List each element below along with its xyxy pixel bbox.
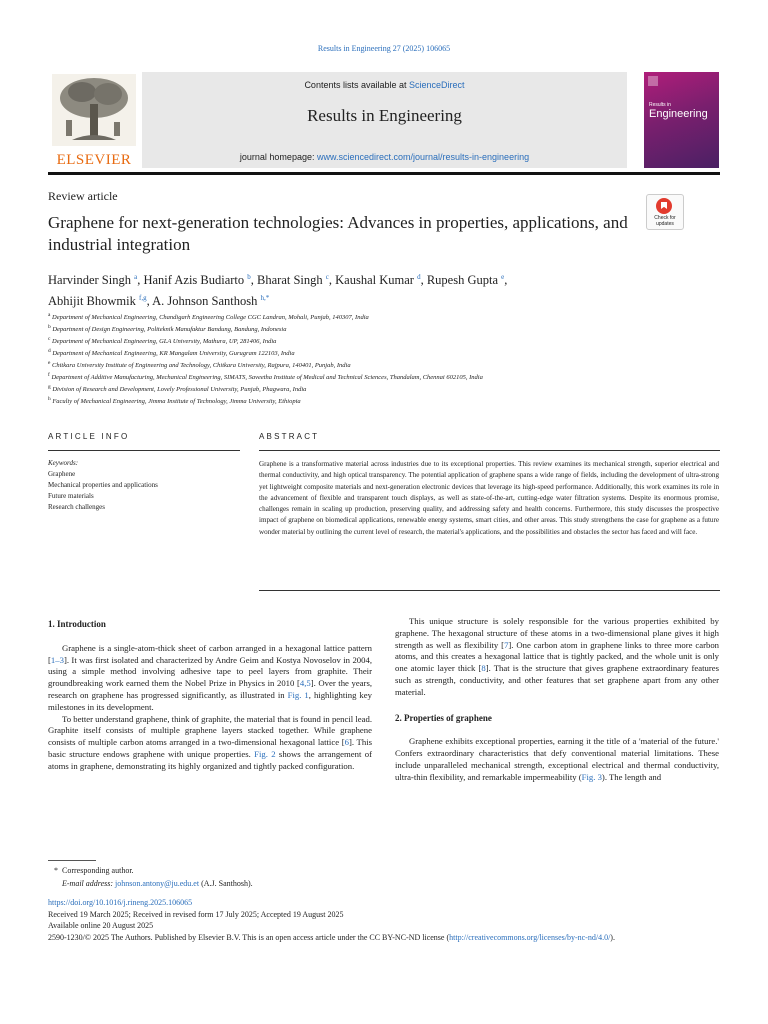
affiliation-list xyxy=(48,311,720,407)
author-name: Rupesh Gupta xyxy=(426,273,498,288)
check-for-updates-button[interactable] xyxy=(646,194,684,230)
journal-cover-image[interactable] xyxy=(644,72,719,168)
journal-title: Results in Engineering xyxy=(307,106,462,125)
affiliation-item xyxy=(48,395,720,407)
affiliation-link[interactable]: a xyxy=(134,273,138,281)
abstract-divider xyxy=(259,450,720,451)
affiliation-item xyxy=(48,347,720,359)
elsevier-logo[interactable] xyxy=(48,72,140,168)
available-online: Available online 20 August 2025 xyxy=(48,921,154,930)
email-owner: (A.J. Santhosh). xyxy=(201,879,253,888)
cover-logo-icon xyxy=(648,76,658,86)
author-name: Hanif Azis Budiarto xyxy=(143,273,245,288)
keyword-item: Research challenges xyxy=(48,503,105,511)
text-run: ]. That is the structure that gives graphene extraordinary features such as strength, conductivity, and other features that set graphene apart from any other material. xyxy=(395,663,719,697)
right-paragraph-1 xyxy=(395,616,719,699)
affiliation-marker: b xyxy=(48,323,51,330)
affiliation-marker: h xyxy=(48,395,51,402)
reference-link[interactable]: 8 xyxy=(481,663,486,674)
author-separator: , xyxy=(146,294,153,309)
author-separator: , xyxy=(420,273,427,288)
affiliation-item xyxy=(48,323,720,335)
corresponding-author-label: Corresponding author. xyxy=(62,866,134,875)
keyword-item: Graphene xyxy=(48,470,76,478)
affiliation-text: Chitkara University Institute of Engineering and Technology, Chitkara University, Rajpura, 140401, Punjab, India xyxy=(52,361,351,369)
affiliation-link[interactable]: f,g xyxy=(138,294,147,303)
email-line xyxy=(62,878,722,890)
keyword-item: Mechanical properties and applications xyxy=(48,481,158,489)
email-link[interactable]: johnson.antony@ju.edu.et xyxy=(115,879,200,888)
affiliation-item xyxy=(48,335,720,347)
affiliation-text: Department of Mechanical Engineering, GLA University, Mathura, UP, 281406, India xyxy=(52,338,277,346)
reference-link[interactable]: 6 xyxy=(344,737,349,748)
keywords-label: Keywords: xyxy=(48,459,79,467)
asterisk-marker: * xyxy=(54,866,58,875)
homepage-label: journal homepage: xyxy=(239,152,315,162)
reference-link[interactable]: 1–3 xyxy=(50,654,64,665)
affiliation-text: Department of Additive Manufacturing, Mechanical Engineering, SIMATS, Saveetha Institute of Medical and Technical Sciences, Thandalam, Chennai 602105, India xyxy=(51,373,483,381)
affiliation-text: Department of Mechanical Engineering, KR Mangalam University, Gurugram 122103, India xyxy=(52,350,295,358)
affiliation-item xyxy=(48,383,720,395)
figure-link[interactable]: Fig. 2 xyxy=(254,748,276,759)
author-name: Bharat Singh xyxy=(257,273,323,288)
homepage-line xyxy=(142,152,627,162)
corresponding-author-note xyxy=(54,865,714,877)
affiliation-marker: g xyxy=(48,383,51,390)
text-run: Graphene exhibits exceptional properties, earning it the title of a 'material of the future.' Confers extraordinary characteristics that defy conventional material limitations. These include unparalleled mechanical strength, exceptional electrical and thermal conductivity, ultra-thin flexibility, and remarkable impermeability ( xyxy=(395,736,719,782)
introduction-heading: 1. Introduction xyxy=(48,619,106,629)
left-column xyxy=(48,619,372,773)
affiliation-text: Department of Design Engineering, Politeknik Manufaktur Bandung, Bandung, Indonesia xyxy=(52,326,287,334)
received-dates: Received 19 March 2025; Received in revised form 17 July 2025; Accepted 19 August 2025 xyxy=(48,909,344,919)
abstract-text: Graphene is a transformative material across industries due to its exceptional properties. This review examines its mechanical strength, superior electrical and thermal conductivity, and high optical transparency. The potential application of graphene spans a wide range of fields, including the development of ultra-strong yet lightweight composite materials and next-generation electronic devices that leverage its high-speed performance. Additionally, this work examines its role in the advancement of flexible and transparent touch displays, as well as state-of-the-art, cutting-edge water filtration systems. Despite its enormous promise, challenges remain in scaling up production, preserving quality, and addressing safety and health concerns. Furthermore, this study discusses the prospective impact of graphene on biomedical applications, renewable energy systems, smart cities, and other areas. This study strengthens the case for graphene as a future wonder material by outlining the current level of research, the material's applications, and the possibilities and obstacles the sector has faced and will face. xyxy=(259,460,719,536)
affiliation-marker: f xyxy=(48,371,50,378)
affiliation-link[interactable]: e xyxy=(501,273,505,281)
license-link[interactable]: http://creativecommons.org/licenses/by-nc-nd/4.0/ xyxy=(449,932,611,942)
text-run: shows the arrangement of atoms in graphene, demonstrating its highly organized and tightly packed configuration. xyxy=(48,748,372,771)
doi-link[interactable]: https://doi.org/10.1016/j.rineng.2025.106065 xyxy=(48,898,193,907)
author-separator: , xyxy=(250,273,258,288)
text-run: ]. This basic structure endows graphene with unique properties. xyxy=(48,737,372,759)
text-run: ). The length and xyxy=(601,771,662,782)
cover-text xyxy=(649,102,708,120)
affiliation-link[interactable]: d xyxy=(417,273,421,281)
affiliation-link[interactable]: b xyxy=(247,273,251,281)
author-name: A. Johnson Santhosh xyxy=(152,294,258,309)
author-separator: , xyxy=(137,273,144,288)
article-info-divider xyxy=(48,450,240,451)
contents-line xyxy=(142,80,627,90)
text-run: ]. Over the years, research on graphene has progressed significantly, as illustrated in xyxy=(48,678,373,700)
figure-link[interactable]: Fig. 1 xyxy=(287,689,309,700)
contents-prefix: Contents lists available at xyxy=(304,80,407,90)
cover-small-text: Results in xyxy=(649,102,671,108)
author-separator: , xyxy=(504,273,508,288)
check-updates-line1: Check for xyxy=(654,215,676,221)
reference-link[interactable]: 7 xyxy=(504,639,509,650)
text-run: Graphene is a single-atom-thick sheet of carbon arranged in a hexagonal lattice pattern [ xyxy=(48,642,372,665)
footnote-divider xyxy=(48,860,96,861)
check-updates-line2: updates xyxy=(656,221,674,227)
affiliation-link[interactable]: c xyxy=(325,273,329,281)
journal-citation[interactable]: Results in Engineering 27 (2025) 106065 xyxy=(317,44,451,53)
bookmark-icon xyxy=(656,198,672,214)
affiliation-marker: d xyxy=(48,347,51,354)
intro-paragraph-1 xyxy=(48,643,372,714)
affiliation-marker: e xyxy=(48,359,51,366)
author-name: Abhijit Bhowmik xyxy=(48,294,136,309)
keywords-block xyxy=(48,458,238,513)
text-run: , highlighting key milestones in its development. xyxy=(48,689,372,712)
publication-info xyxy=(48,897,720,943)
article-type: Review article xyxy=(48,189,118,203)
author-name: Kaushal Kumar xyxy=(335,273,414,288)
header-divider xyxy=(48,172,720,175)
affiliation-text: Division of Research and Development, Lovely Professional University, Punjab, Phagwara, India xyxy=(52,385,307,393)
elsevier-tree-icon xyxy=(52,74,136,146)
affiliation-item xyxy=(48,359,720,371)
sciencedirect-link[interactable]: ScienceDirect xyxy=(409,80,465,90)
affiliation-text: Department of Mechanical Engineering, Chandigarh Engineering College CGC Landran, Mohali, Punjab, 140307, India xyxy=(52,314,369,322)
text-run: This unique structure is solely responsible for the various properties exhibited by graphene. The hexagonal structure of these atoms in a two-dimensional plane gives it high strength as well as flexibility [ xyxy=(395,616,719,650)
author-list xyxy=(48,268,688,310)
email-label: E-mail address: xyxy=(62,879,114,888)
license-text: 2590-1230/© 2025 The Authors. Published by Elsevier B.V. This is an open access article under the CC BY-NC-ND license ( xyxy=(48,932,450,942)
author-name: Harvinder Singh xyxy=(48,273,131,288)
text-run: ]. One carbon atom in graphene links to three more carbon atoms, and this creates a hexagonal lattice that is tightly packed, and the whole unit is only one atomic layer thick [ xyxy=(395,639,720,674)
right-column xyxy=(395,616,719,784)
publisher-wordmark: ELSEVIER xyxy=(56,152,132,168)
text-run: To better understand graphene, think of graphite, the material that is found in pencil lead. Graphite itself consists of multiple graphene layers stacked together. While graphene consists of multiple carbon atoms arranged in a two-dimensional hexagonal lattice [ xyxy=(48,713,372,748)
affiliation-marker: a xyxy=(48,312,51,318)
affiliation-item xyxy=(48,371,720,383)
keyword-item: Future materials xyxy=(48,492,94,500)
abstract-bottom-divider xyxy=(259,590,720,591)
license-text-end: ). xyxy=(610,932,615,942)
reference-link[interactable]: 4,5 xyxy=(299,678,311,689)
affiliation-marker: c xyxy=(48,335,51,342)
article-title: Graphene for next-generation technologies: Advances in properties, applications, and industrial integration xyxy=(48,213,628,254)
abstract-heading: ABSTRACT xyxy=(259,432,320,441)
cover-title-text: Engineering xyxy=(649,108,708,120)
affiliation-item xyxy=(48,311,720,323)
journal-banner xyxy=(142,72,627,168)
text-run: ]. It was first isolated and characterized by Andre Geim and Kostya Novoselov in 2004, using a simple method involving adhesive tape to peel layers from graphite. Their groundbreaking work earned them the Nobel Prize in Physics in 2010 [ xyxy=(48,654,372,689)
figure-link[interactable]: Fig. 3 xyxy=(581,771,602,782)
article-info-heading: ARTICLE INFO xyxy=(48,432,130,441)
author-separator: , xyxy=(328,273,336,288)
affiliation-text: Faculty of Mechanical Engineering, Jimma Institute of Technology, Jimma University, Ethiopia xyxy=(52,397,301,405)
right-paragraph-2 xyxy=(395,736,719,783)
intro-paragraph-2 xyxy=(48,714,372,773)
affiliation-link[interactable]: h,* xyxy=(260,294,270,303)
properties-heading: 2. Properties of graphene xyxy=(395,712,492,723)
journal-homepage-link[interactable]: www.sciencedirect.com/journal/results-in-engineering xyxy=(316,152,530,162)
